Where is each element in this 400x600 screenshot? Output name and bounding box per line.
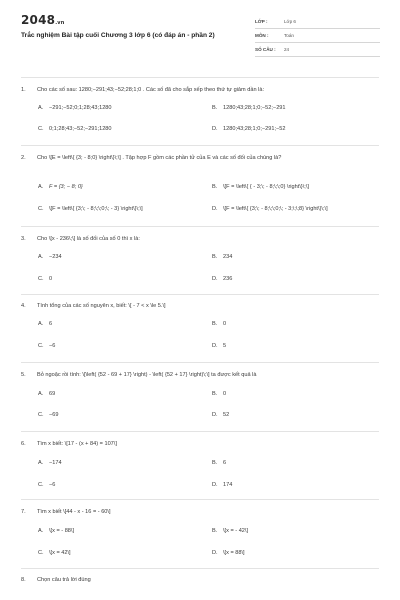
option-a[interactable]: [38, 105, 112, 111]
option-text: 69: [49, 391, 56, 397]
option-b[interactable]: [212, 184, 309, 190]
option-text: \[F = \left\{ {3;\; - 8;\;\;0;\; - 3;\;\;8} \right\}\;\]: [223, 206, 328, 212]
option-letter: C.: [38, 343, 44, 349]
question-number: 6.: [21, 441, 26, 447]
option-text: 6: [223, 460, 227, 466]
option-text: 6: [49, 321, 53, 327]
option-letter: B.: [212, 254, 218, 260]
option-a[interactable]: [38, 321, 52, 327]
meta-label: MÔN :: [255, 33, 269, 38]
option-letter: B.: [212, 184, 218, 190]
meta-value: Toán: [284, 33, 294, 38]
option-c[interactable]: [38, 550, 71, 556]
divider: [21, 77, 379, 78]
option-b[interactable]: [212, 321, 226, 327]
option-letter: A.: [38, 254, 44, 260]
meta-label: SỐ CÂU :: [255, 47, 276, 52]
option-letter: C.: [38, 550, 44, 556]
option-c[interactable]: [38, 343, 55, 349]
divider: [21, 226, 379, 227]
option-text: 52: [223, 412, 230, 418]
option-c[interactable]: [38, 206, 143, 212]
question-body: Cho \[x - 236\;\] là số đối của số 0 thì x là:: [37, 236, 140, 242]
option-b[interactable]: [212, 528, 248, 534]
option-a[interactable]: [38, 391, 55, 397]
meta-row-subject: [255, 29, 380, 43]
question-text: [21, 154, 371, 162]
logo-suffix: .vn: [55, 20, 65, 26]
option-letter: D.: [212, 276, 218, 282]
option-text: 0;1;28;43;−52;−291;1280: [49, 126, 112, 132]
option-c[interactable]: [38, 276, 52, 282]
meta-label: LỚP :: [255, 19, 268, 24]
option-a[interactable]: [38, 254, 62, 260]
option-b[interactable]: [212, 391, 226, 397]
option-letter: D.: [212, 126, 218, 132]
question-text: [21, 302, 371, 310]
option-d[interactable]: [212, 343, 226, 349]
divider: [21, 431, 379, 432]
option-c[interactable]: [38, 126, 112, 132]
option-letter: A.: [38, 184, 44, 190]
option-letter: A.: [38, 391, 44, 397]
option-text: −6: [49, 482, 56, 488]
question-text: [21, 235, 371, 243]
option-text: 236: [223, 276, 233, 282]
question-text: [21, 508, 371, 516]
question-number: 4.: [21, 303, 26, 309]
option-d[interactable]: [212, 276, 232, 282]
question-text: [21, 576, 371, 584]
option-text: −174: [49, 460, 62, 466]
option-d[interactable]: [212, 206, 328, 212]
option-text: 1280;43;28;1;0;−52;−291: [223, 105, 286, 111]
question-body: Cho \[E = \left\{ {3; - 8;0} \right\}\;\] . Tập hợp F gồm các phần tử của E và các số đối của chúng là?: [37, 155, 282, 161]
option-letter: C.: [38, 482, 44, 488]
option-d[interactable]: [212, 550, 245, 556]
option-text: 1280;43;28;1;0;−291;−52: [223, 126, 286, 132]
option-a[interactable]: [38, 460, 62, 466]
option-letter: C.: [38, 206, 44, 212]
option-c[interactable]: [38, 412, 59, 418]
option-b[interactable]: [212, 105, 286, 111]
divider: [21, 294, 379, 295]
option-letter: A.: [38, 105, 44, 111]
question-body: Tìm x biết: \[17 - (x + 84) = 107\]: [37, 441, 117, 447]
option-letter: B.: [212, 460, 218, 466]
option-text: −291;−52;0;1;28;43;1280: [49, 105, 112, 111]
question-number: 3.: [21, 236, 26, 242]
meta-value: Lớp 6: [284, 19, 296, 24]
divider: [21, 362, 379, 363]
option-letter: D.: [212, 343, 218, 349]
question-number: 5.: [21, 372, 26, 378]
logo-main: 2048: [21, 13, 56, 27]
page-header: [0, 0, 400, 66]
question-body: Chọn câu trả lời đúng: [37, 577, 91, 583]
page-title: Trắc nghiệm Bài tập cuối Chương 3 lớp 6 (có đáp án - phần 2): [21, 32, 215, 39]
option-c[interactable]: [38, 482, 55, 488]
option-b[interactable]: [212, 254, 232, 260]
option-a[interactable]: [38, 528, 74, 534]
divider: [21, 568, 379, 569]
question-body: Bỏ ngoặc rồi tính: \[\left( {52 - 69 + 17} \right) - \left( {52 + 17} \right)\;\] ta được kết quả là: [37, 372, 257, 378]
option-text: 0: [223, 321, 227, 327]
option-letter: B.: [212, 391, 218, 397]
option-letter: C.: [38, 126, 44, 132]
option-text: \[x = - 42\]: [223, 528, 249, 534]
meta-value: 24: [284, 47, 290, 52]
question-text: [21, 440, 371, 448]
option-letter: D.: [212, 206, 218, 212]
option-letter: B.: [212, 105, 218, 111]
meta-row-count: [255, 43, 380, 57]
question-number: 7.: [21, 509, 26, 515]
site-logo[interactable]: [21, 13, 65, 27]
option-letter: C.: [38, 276, 44, 282]
option-text: 5: [223, 343, 227, 349]
question-body: Cho các số sau: 1280;−291;43;−52;28;1;0 . Các số đã cho sắp xếp theo thứ tự giảm dần là:: [37, 87, 265, 93]
option-text: \[x = - 88\]: [49, 528, 75, 534]
option-text: −69: [49, 412, 59, 418]
question-body: Tìm x biết \[44 - x - 16 = - 60\]: [37, 509, 111, 515]
option-letter: D.: [212, 482, 218, 488]
option-letter: A.: [38, 528, 44, 534]
option-letter: D.: [212, 550, 218, 556]
option-text: 234: [223, 254, 233, 260]
option-d[interactable]: [212, 126, 286, 132]
option-letter: B.: [212, 321, 218, 327]
option-letter: C.: [38, 412, 44, 418]
option-letter: D.: [212, 412, 218, 418]
meta-row-class: [255, 15, 380, 29]
option-text: −234: [49, 254, 62, 260]
question-text: [21, 86, 371, 94]
option-letter: B.: [212, 528, 218, 534]
divider: [21, 145, 379, 146]
question-number: 1.: [21, 87, 26, 93]
option-text: 174: [223, 482, 233, 488]
question-number: 2.: [21, 155, 26, 161]
option-text: 0: [49, 276, 53, 282]
option-text: F = {3; − 8; 0}: [49, 184, 83, 190]
option-text: \[x = 42\]: [49, 550, 71, 556]
divider: [21, 499, 379, 500]
option-text: 0: [223, 391, 227, 397]
question-body: Tính tổng của các số nguyên x, biết: \[ - 7 < x \le 5.\]: [37, 303, 166, 309]
question-number: 8.: [21, 577, 26, 583]
option-d[interactable]: [212, 412, 229, 418]
option-text: \[x = 88\]: [223, 550, 245, 556]
option-text: \[F = \left\{ {3;\; - 8;\;\;0;\; - 3} \right\}\;\]: [49, 206, 143, 212]
option-b[interactable]: [212, 460, 226, 466]
option-a[interactable]: [38, 184, 83, 190]
question-text: [21, 371, 371, 379]
option-letter: A.: [38, 321, 44, 327]
option-d[interactable]: [212, 482, 232, 488]
option-text: −6: [49, 343, 56, 349]
option-letter: A.: [38, 460, 44, 466]
option-text: \[F = \left\{ { - 3;\; - 8;\;\;0} \right\}\;\]: [223, 184, 309, 190]
